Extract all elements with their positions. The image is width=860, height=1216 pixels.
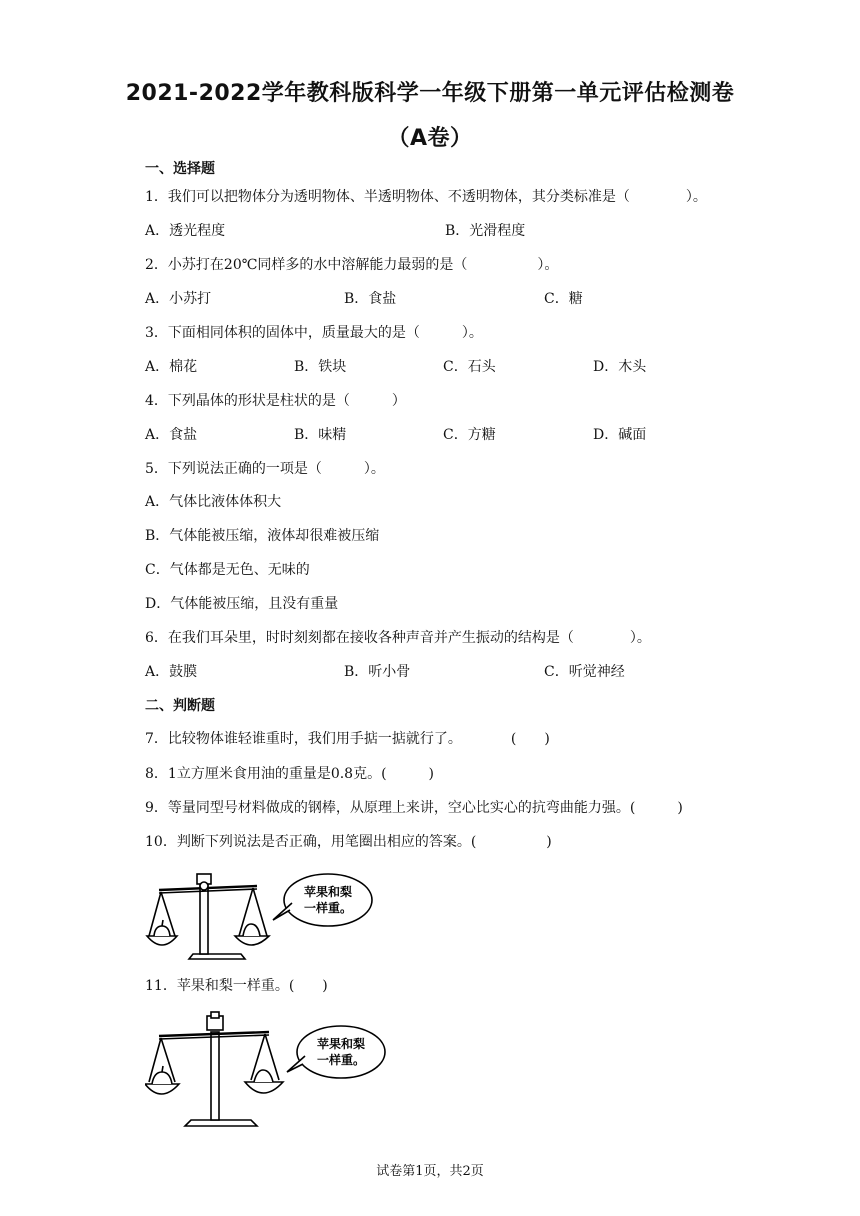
question-5: 5．下列说法正确的一项是（ ）。 bbox=[145, 461, 385, 477]
question-8: 8．1立方厘米食用油的重量是0.8克。( ) bbox=[145, 766, 435, 782]
balance-scale-illustration-1 bbox=[145, 862, 385, 964]
section-true-false: 二、判断题 bbox=[145, 698, 215, 714]
q3-option-a: A．棉花 bbox=[145, 359, 198, 375]
question-6: 6．在我们耳朵里，时时刻刻都在接收各种声音并产生振动的结构是（ ）。 bbox=[145, 630, 651, 646]
q1-option-b: B．光滑程度 bbox=[445, 223, 526, 239]
question-3: 3．下面相同体积的固体中，质量最大的是（ ）。 bbox=[145, 325, 483, 341]
q3-option-d: D．木头 bbox=[593, 359, 647, 375]
page-footer: 试卷第1页，共2页 bbox=[376, 1164, 484, 1179]
bubble-text-line2-b: 一样重。 bbox=[316, 1053, 366, 1067]
q6-option-c: C．听觉神经 bbox=[544, 664, 625, 680]
q5-option-c: C．气体都是无色、无味的 bbox=[145, 562, 310, 578]
question-10: 10．判断下列说法是否正确，用笔圈出相应的答案。( ) bbox=[145, 834, 552, 850]
q5-option-b: B．气体能被压缩，液体却很难被压缩 bbox=[145, 528, 380, 544]
q4-option-d: D．碱面 bbox=[593, 427, 647, 443]
q4-option-a: A．食盐 bbox=[145, 427, 198, 443]
q6-option-a: A．鼓膜 bbox=[145, 664, 198, 680]
q4-option-b: B．味精 bbox=[294, 427, 347, 443]
question-4: 4．下列晶体的形状是柱状的是（ ） bbox=[145, 393, 406, 409]
exam-title: 2021-2022学年教科版科学一年级下册第一单元评估检测卷 bbox=[125, 81, 735, 106]
question-1: 1．我们可以把物体分为透明物体、半透明物体、不透明物体，其分类标准是（ ）。 bbox=[145, 189, 707, 205]
question-9: 9．等量同型号材料做成的钢棒，从原理上来讲，空心比实心的抗弯曲能力强。( ) bbox=[145, 800, 683, 816]
q2-option-c: C．糖 bbox=[544, 291, 583, 307]
q2-option-b: B．食盐 bbox=[344, 291, 397, 307]
question-2: 2．小苏打在20℃同样多的水中溶解能力最弱的是（ ）。 bbox=[145, 257, 559, 273]
question-7: 7．比较物体谁轻谁重时，我们用手掂一掂就行了。 ( ) bbox=[145, 731, 550, 747]
q5-option-d: D．气体能被压缩，且没有重量 bbox=[145, 596, 339, 612]
q1-option-a: A．透光程度 bbox=[145, 223, 226, 239]
question-11: 11．苹果和梨一样重。( ) bbox=[145, 978, 328, 994]
balance-scale-illustration-2 bbox=[145, 1010, 395, 1130]
q6-option-b: B．听小骨 bbox=[344, 664, 411, 680]
q3-option-b: B．铁块 bbox=[294, 359, 347, 375]
exam-subtitle: （A卷） bbox=[387, 126, 473, 151]
q4-option-c: C．方糖 bbox=[443, 427, 496, 443]
q3-option-c: C．石头 bbox=[443, 359, 496, 375]
bubble-text-line2-a: 一样重。 bbox=[303, 901, 353, 915]
section-multiple-choice: 一、选择题 bbox=[145, 161, 215, 177]
bubble-text-line1-b: 苹果和梨 bbox=[316, 1037, 366, 1051]
bubble-text-line1-a: 苹果和梨 bbox=[303, 885, 353, 899]
q5-option-a: A．气体比液体体积大 bbox=[145, 494, 282, 510]
q2-option-a: A．小苏打 bbox=[145, 291, 212, 307]
